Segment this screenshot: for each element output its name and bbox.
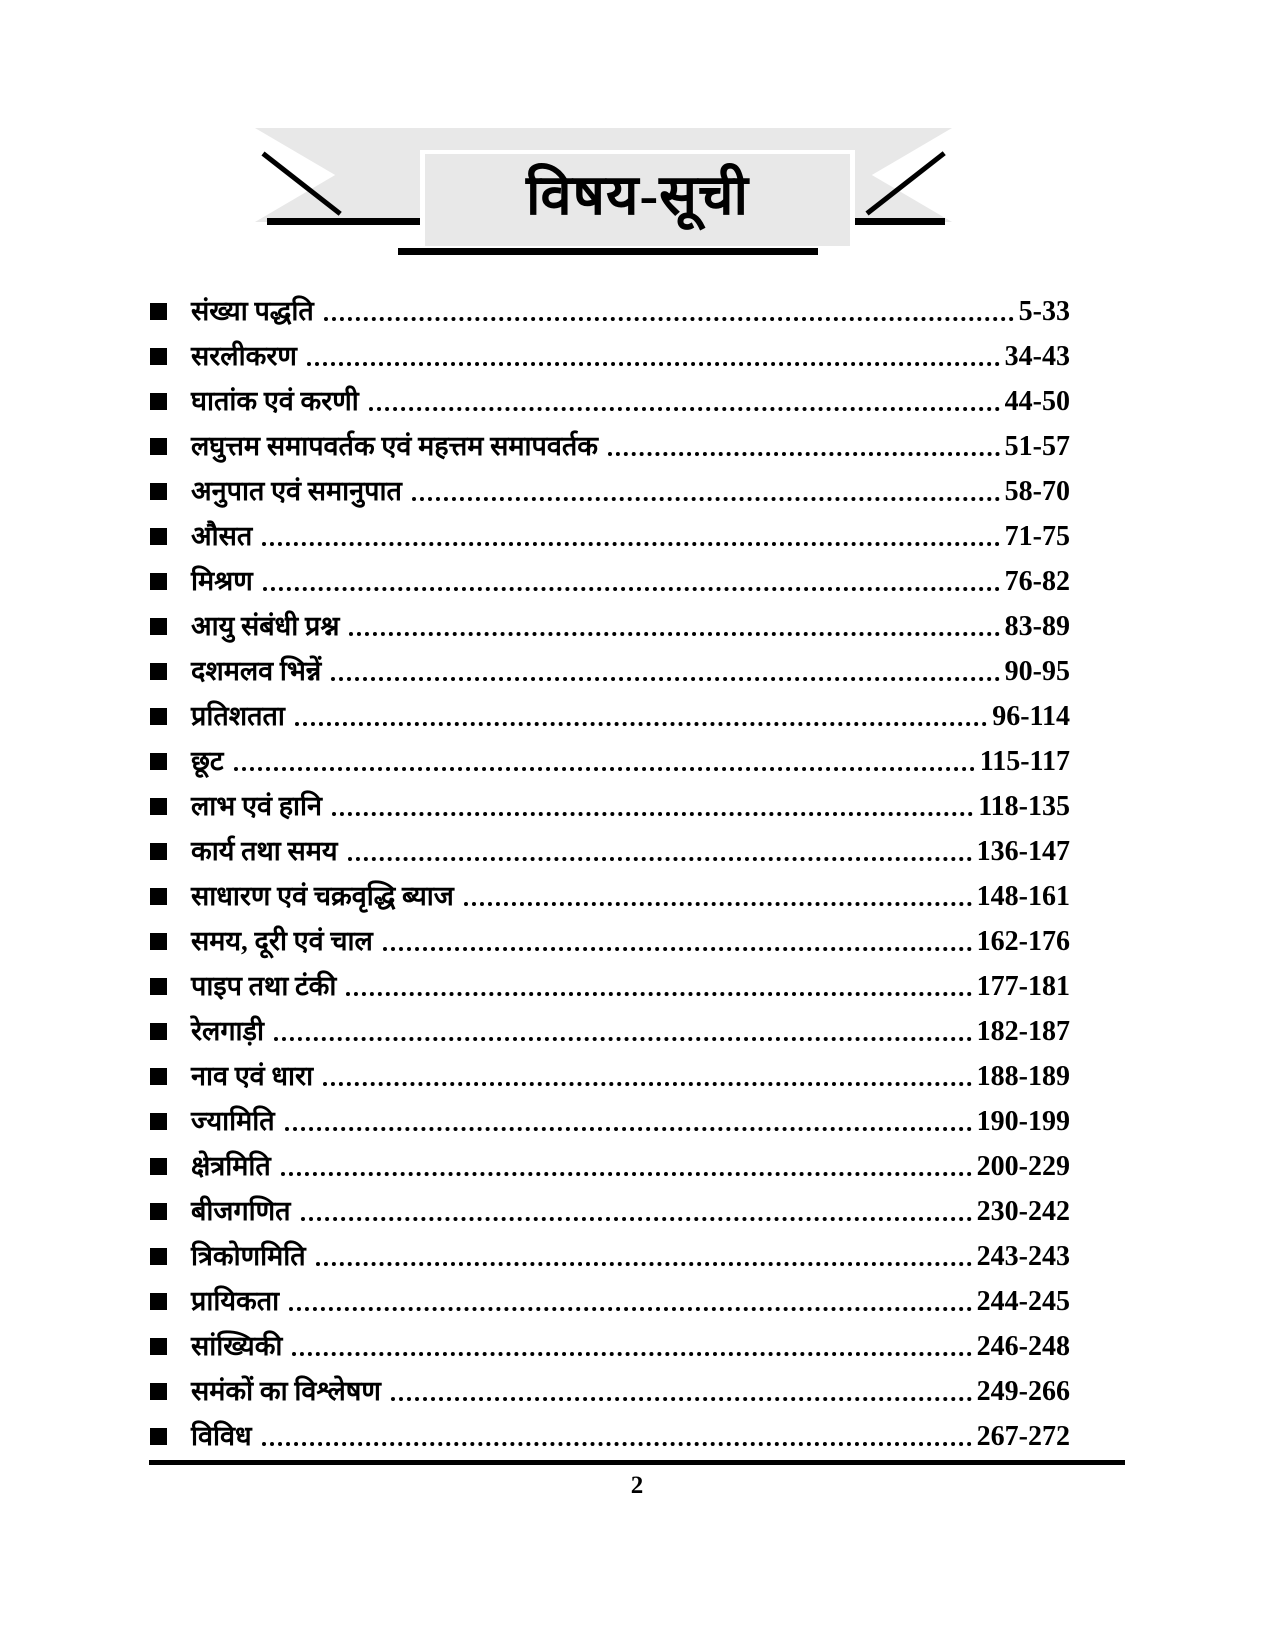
toc-entry-row — [150, 784, 1070, 829]
dot-leader — [292, 1352, 971, 1356]
toc-entry-label: बीजगणित — [191, 1196, 291, 1226]
dot-leader — [281, 1172, 972, 1176]
toc-entry-pages: 188-189 — [976, 1060, 1070, 1092]
dot-leader — [316, 1262, 972, 1266]
title-banner — [255, 125, 952, 257]
toc-entry-row — [150, 874, 1070, 919]
toc-entry-label: औसत — [191, 521, 253, 551]
toc-entry-row — [150, 1054, 1070, 1099]
square-bullet-icon — [150, 1023, 167, 1040]
dot-leader — [307, 362, 1000, 366]
toc-entry-label: समंकों का विश्लेषण — [191, 1376, 381, 1406]
toc-entry-row — [150, 1414, 1070, 1459]
dot-leader — [262, 542, 999, 546]
square-bullet-icon — [150, 1158, 167, 1175]
toc-entry-row — [150, 1369, 1070, 1414]
toc-entry-pages: 246-248 — [976, 1330, 1070, 1362]
toc-entry-pages: 76-82 — [1004, 565, 1070, 597]
dot-leader — [391, 1397, 972, 1401]
square-bullet-icon — [150, 528, 167, 545]
dot-leader — [383, 947, 972, 951]
toc-entry-pages: 162-176 — [976, 925, 1070, 957]
toc-entry-pages: 244-245 — [976, 1285, 1070, 1317]
toc-list — [150, 289, 1070, 1459]
toc-entry-row — [150, 1324, 1070, 1369]
toc-entry-row — [150, 1189, 1070, 1234]
square-bullet-icon — [150, 1338, 167, 1355]
title-box — [420, 150, 855, 246]
toc-entry-pages: 58-70 — [1004, 475, 1070, 507]
dot-leader — [464, 902, 972, 906]
footer-page-number: 2 — [630, 1472, 644, 1499]
toc-entry-pages: 148-161 — [976, 880, 1070, 912]
toc-entry-label: प्रतिशतता — [191, 701, 285, 731]
dot-leader — [323, 1082, 972, 1086]
toc-entry-row — [150, 964, 1070, 1009]
toc-entry-pages: 71-75 — [1004, 520, 1070, 552]
square-bullet-icon — [150, 753, 167, 770]
toc-entry-row — [150, 919, 1070, 964]
toc-entry-pages: 5-33 — [1018, 295, 1070, 327]
square-bullet-icon — [150, 348, 167, 365]
toc-entry-pages: 44-50 — [1004, 385, 1070, 417]
dot-leader — [295, 722, 987, 726]
toc-entry-pages: 182-187 — [976, 1015, 1070, 1047]
dot-leader — [285, 1127, 972, 1131]
dot-leader — [289, 1307, 972, 1311]
square-bullet-icon — [150, 843, 167, 860]
footer-rule — [149, 1460, 1125, 1465]
ribbon-shadow-bar-left — [267, 218, 423, 225]
toc-entry-pages: 96-114 — [992, 700, 1070, 732]
square-bullet-icon — [150, 1248, 167, 1265]
dot-leader — [274, 1037, 972, 1041]
square-bullet-icon — [150, 483, 167, 500]
square-bullet-icon — [150, 933, 167, 950]
square-bullet-icon — [150, 978, 167, 995]
dot-leader — [234, 767, 975, 771]
toc-entry-label: कार्य तथा समय — [191, 836, 338, 866]
toc-entry-row — [150, 649, 1070, 694]
toc-entry-pages: 200-229 — [976, 1150, 1070, 1182]
toc-entry-label: नाव एवं धारा — [191, 1061, 314, 1091]
toc-entry-row — [150, 514, 1070, 559]
toc-entry-label: विविध — [191, 1421, 252, 1451]
toc-entry-row — [150, 1279, 1070, 1324]
toc-entry-label: समय, दूरी एवं चाल — [191, 926, 373, 956]
dot-leader — [262, 1442, 972, 1446]
square-bullet-icon — [150, 303, 167, 320]
toc-entry-row — [150, 334, 1070, 379]
toc-entry-pages: 136-147 — [976, 835, 1070, 867]
dot-leader — [332, 812, 973, 816]
toc-entry-pages: 177-181 — [976, 970, 1070, 1002]
toc-entry-row — [150, 1099, 1070, 1144]
toc-entry-label: सांख्यिकी — [191, 1331, 283, 1361]
square-bullet-icon — [150, 618, 167, 635]
toc-entry-pages: 190-199 — [976, 1105, 1070, 1137]
toc-entry-label: त्रिकोणमिति — [191, 1241, 306, 1271]
toc-entry-pages: 118-135 — [978, 790, 1070, 822]
square-bullet-icon — [150, 798, 167, 815]
square-bullet-icon — [150, 573, 167, 590]
toc-entry-label: रेलगाड़ी — [191, 1016, 264, 1046]
toc-entry-row — [150, 379, 1070, 424]
toc-entry-label: संख्या पद्धति — [191, 296, 314, 326]
dot-leader — [412, 497, 1000, 501]
toc-entry-row — [150, 1144, 1070, 1189]
dot-leader — [349, 632, 999, 636]
square-bullet-icon — [150, 708, 167, 725]
dot-leader — [348, 857, 972, 861]
toc-entry-row — [150, 604, 1070, 649]
square-bullet-icon — [150, 393, 167, 410]
toc-entry-label: ज्यामिति — [191, 1106, 275, 1136]
toc-entry-label: प्रायिकता — [191, 1286, 280, 1316]
square-bullet-icon — [150, 1383, 167, 1400]
toc-entry-label: आयु संबंधी प्रश्न — [191, 611, 340, 641]
toc-entry-row — [150, 424, 1070, 469]
dot-leader — [608, 452, 1000, 456]
dot-leader — [263, 587, 1000, 591]
toc-entry-pages: 51-57 — [1004, 430, 1070, 462]
toc-entry-label: लघुत्तम समापवर्तक एवं महत्तम समापवर्तक — [191, 431, 599, 461]
square-bullet-icon — [150, 1113, 167, 1130]
dot-leader — [346, 992, 971, 996]
toc-entry-pages: 115-117 — [979, 745, 1070, 777]
toc-entry-pages: 83-89 — [1004, 610, 1070, 642]
toc-entry-row — [150, 694, 1070, 739]
square-bullet-icon — [150, 663, 167, 680]
toc-entry-label: घातांक एवं करणी — [191, 386, 359, 416]
toc-entry-pages: 230-242 — [976, 1195, 1070, 1227]
toc-entry-pages: 267-272 — [976, 1420, 1070, 1452]
toc-entry-label: दशमलव भिन्नें — [191, 656, 322, 686]
toc-entry-row — [150, 829, 1070, 874]
toc-entry-row — [150, 559, 1070, 604]
square-bullet-icon — [150, 888, 167, 905]
toc-entry-row — [150, 1234, 1070, 1279]
toc-entry-label: लाभ एवं हानि — [191, 791, 323, 821]
square-bullet-icon — [150, 1293, 167, 1310]
toc-entry-label: मिश्रण — [191, 566, 253, 596]
toc-entry-label: पाइप तथा टंकी — [191, 971, 337, 1001]
page-title: विषय-सूची — [525, 165, 750, 227]
toc-entry-pages: 243-243 — [976, 1240, 1070, 1272]
square-bullet-icon — [150, 1203, 167, 1220]
toc-entry-row — [150, 289, 1070, 334]
toc-entry-pages: 34-43 — [1004, 340, 1070, 372]
title-underline — [398, 248, 818, 255]
dot-leader — [331, 677, 999, 681]
dot-leader — [301, 1217, 972, 1221]
toc-entry-label: क्षेत्रमिति — [191, 1151, 271, 1181]
toc-entry-label: छूट — [191, 746, 224, 776]
toc-entry-row — [150, 469, 1070, 514]
toc-entry-pages: 249-266 — [976, 1375, 1070, 1407]
toc-entry-row — [150, 1009, 1070, 1054]
toc-entry-label: साधारण एवं चक्रवृद्धि ब्याज — [191, 881, 454, 911]
toc-entry-label: अनुपात एवं समानुपात — [191, 476, 402, 506]
toc-entry-label: सरलीकरण — [191, 341, 297, 371]
square-bullet-icon — [150, 1428, 167, 1445]
dot-leader — [369, 407, 1000, 411]
toc-entry-pages: 90-95 — [1004, 655, 1070, 687]
square-bullet-icon — [150, 1068, 167, 1085]
toc-entry-row — [150, 739, 1070, 784]
square-bullet-icon — [150, 438, 167, 455]
dot-leader — [324, 317, 1014, 321]
